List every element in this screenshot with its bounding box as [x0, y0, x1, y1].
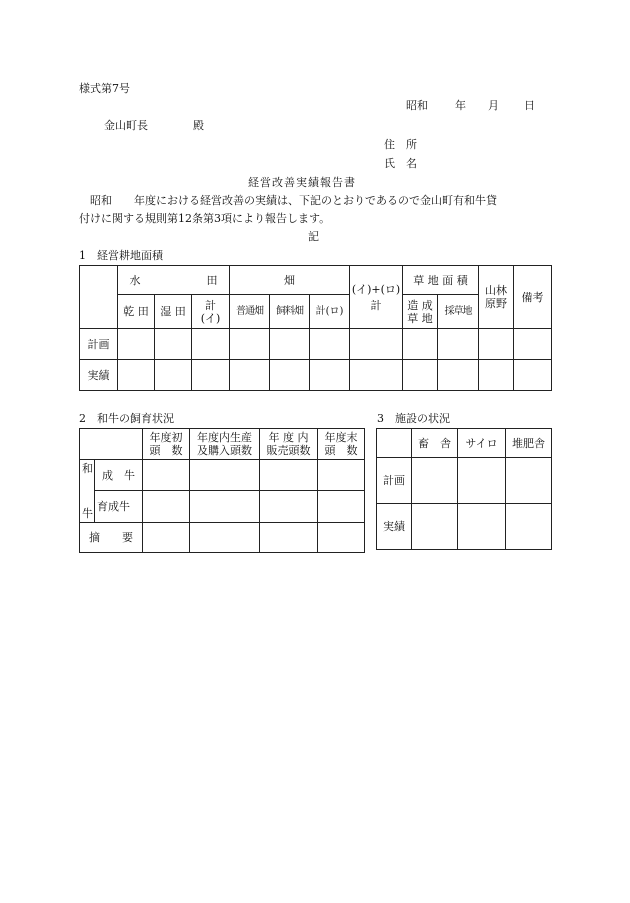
- compost-header: 堆肥舎: [506, 429, 552, 458]
- wet-paddy-header: 湿 田: [155, 295, 192, 329]
- ki-label: 記: [308, 230, 319, 243]
- document-title: 経営改善実績報告書: [248, 176, 356, 189]
- forest-header: 山林 原野: [479, 266, 514, 329]
- date-month: 月: [488, 99, 499, 112]
- young-cattle-label: 育成牛: [95, 491, 143, 523]
- body-line-1: 昭和 年度における経営改善の実績は、下記のとおりであるので金山町有和牛貸: [90, 194, 497, 207]
- body-line-2: 付けに関する規則第12条第3項により報告します。: [79, 212, 331, 225]
- meadow-header: 採草地: [438, 295, 479, 329]
- section2-heading: 2 和牛の飼育状況: [79, 412, 174, 425]
- col-end-head: 年度末 頭 数: [318, 429, 365, 460]
- remarks-header: 備考: [514, 266, 552, 329]
- created-grassland-header: 造 成 草 地: [403, 295, 438, 329]
- addressee: 金山町長: [104, 119, 148, 132]
- row-plan-label: 計画: [80, 329, 118, 360]
- col-sold-head: 年 度 内 販売頭数: [260, 429, 318, 460]
- barn-header: 畜 舎: [412, 429, 458, 458]
- section1-heading: 1 経営耕地面積: [79, 249, 163, 262]
- dry-paddy-header: 乾 田: [118, 295, 155, 329]
- upland-total-header: 計(ロ): [310, 295, 350, 329]
- date-year: 年: [455, 99, 466, 112]
- date-era: 昭和: [406, 99, 428, 112]
- adult-cattle-label: 成 牛: [95, 460, 143, 491]
- total-header: (イ)+(ロ) 計: [350, 266, 403, 329]
- feed-field-header: 飼料畑: [270, 295, 310, 329]
- paddy-total-header: 計 (イ): [192, 295, 230, 329]
- grassland-header: 草 地 面 積: [403, 266, 479, 295]
- facilities-table: [376, 428, 552, 550]
- section3-heading: 3 施設の状況: [377, 412, 450, 425]
- paddy-header: 水 田: [118, 266, 230, 295]
- farmland-area-table: [79, 265, 552, 391]
- col-start-head: 年度初 頭 数: [143, 429, 190, 460]
- wagyu-label: 和 牛: [80, 460, 95, 523]
- honorific: 殿: [193, 119, 204, 132]
- col-produced-head: 年度内生産 及購入頭数: [190, 429, 260, 460]
- row-actual-label: 実績: [80, 360, 118, 391]
- facilities-actual-label: 実績: [377, 504, 412, 550]
- facilities-plan-label: 計画: [377, 458, 412, 504]
- summary-label: 摘 要: [80, 523, 143, 553]
- date-day: 日: [524, 99, 535, 112]
- normal-field-header: 普通畑: [230, 295, 270, 329]
- upland-header: 畑: [230, 266, 350, 295]
- cattle-status-table: [79, 428, 365, 553]
- address-label: 住 所: [384, 138, 417, 151]
- name-label: 氏 名: [384, 157, 417, 170]
- form-number: 様式第7号: [79, 82, 130, 95]
- silo-header: サイロ: [458, 429, 506, 458]
